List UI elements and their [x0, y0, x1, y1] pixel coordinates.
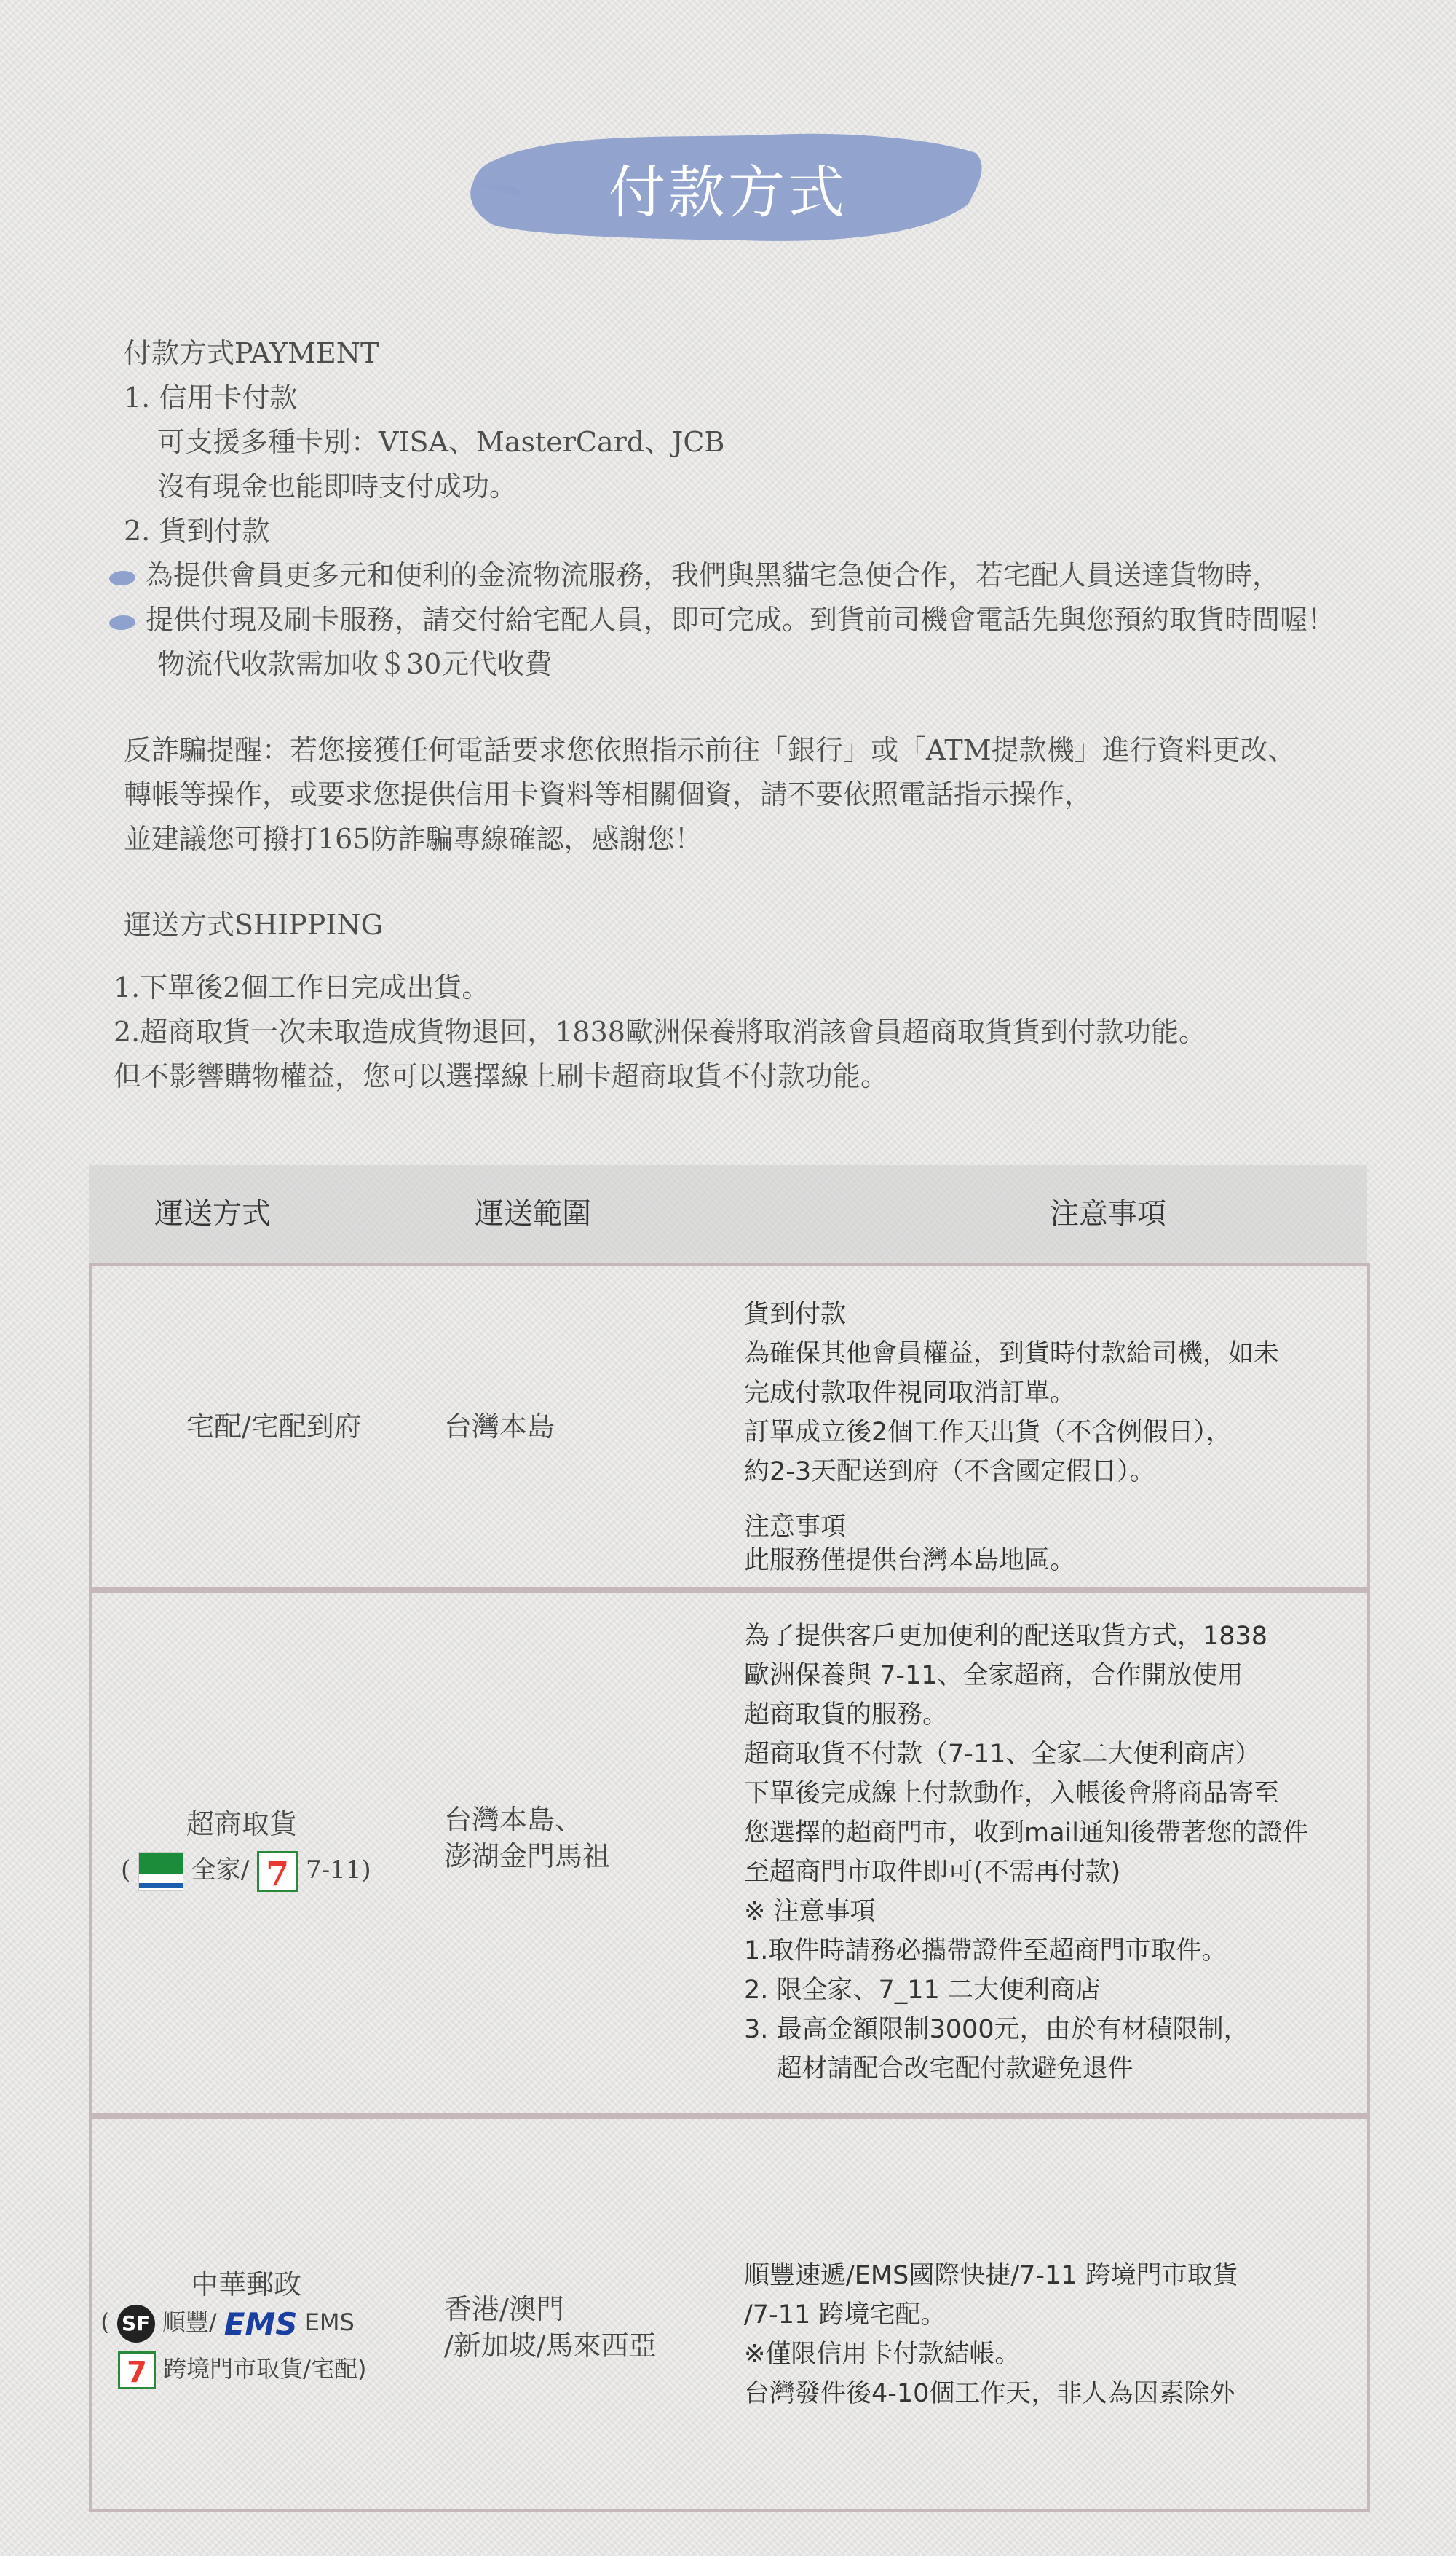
fraud-line1: 反詐騙提醒：若您接獲任何電話要求您依照指示前往「銀行」或「ATM提款機」進行資料更改、	[124, 734, 1296, 766]
shipping-line1: 1.下單後2個工作日完成出貨。	[114, 971, 490, 1003]
table-header	[89, 1165, 1367, 1263]
header-method: 運送方式	[154, 1197, 271, 1231]
sf-express-logo-icon: SF	[117, 2305, 155, 2343]
payment-heading: 付款方式PAYMENT	[124, 337, 379, 369]
payment-credit-card-line1: 可支援多種卡別：VISA、MasterCard、JCB	[157, 426, 725, 458]
page-title-banner	[466, 117, 990, 255]
payment-item-credit-card: 1. 信用卡付款	[124, 382, 298, 414]
bullet-dot-icon	[108, 614, 135, 630]
row2-method-sub: ( 全家/ 7 7-11)	[121, 1850, 371, 1892]
page-title: 付款方式	[608, 160, 847, 226]
row1-notes: 貨到付款 為確保其他會員權益，到貨時付款給司機，如未 完成付款取件視同取消訂單。 訂單成立後2個工作天出貨（不含例假日）， 約2-3天配送到府（不含國定假日）。 注意事項 此服務僅提供台灣本島地區。	[744, 1300, 1280, 1575]
table-row-convenience-store	[89, 1587, 1370, 2119]
payment-cod-line2: 提供付現及刷卡服務，請交付給宅配人員，即可完成。到貨前司機會電話先與您預約取貨時間喔！	[109, 598, 1335, 642]
row3-method-sub1: ( SF 順豐/ EMS EMS	[100, 2305, 355, 2342]
shipping-line2: 2.超商取貨一次未取造成貨物退回，1838歐洲保養將取消該會員超商取貨貨到付款功能。	[114, 1016, 1206, 1048]
header-range: 運送範圍	[475, 1197, 591, 1231]
seven-eleven-logo-icon: 7	[257, 1851, 298, 1892]
row3-notes: 順豐速遞/EMS國際快捷/7-11 跨境門市取貨 /7-11 跨境宅配。 ※僅限信用卡付款結帳。 台灣發件後4-10個工作天，非人為因素除外	[744, 2261, 1238, 2408]
payment-credit-card-line2: 沒有現金也能即時支付成功。	[157, 470, 518, 502]
row1-range: 台灣本島	[444, 1411, 555, 1443]
payment-cod-line3: 物流代收款需加收＄30元代收費	[157, 648, 553, 680]
row2-range: 台灣本島、 澎湖金門馬祖	[444, 1804, 611, 1872]
row2-method: 超商取貨	[186, 1808, 298, 1840]
row3-method: 中華郵政	[191, 2268, 302, 2300]
payment-item-cod: 2. 貨到付款	[124, 515, 270, 547]
ems-logo-icon: EMS	[223, 2305, 298, 2342]
table-row-post	[89, 2113, 1370, 2512]
fraud-line2: 轉帳等操作，或要求您提供信用卡資料等相關個資，請不要依照電話指示操作，	[124, 778, 1093, 810]
row1-method: 宅配/宅配到府	[186, 1411, 362, 1443]
row3-method-sub2: 7 跨境門市取貨/宅配)	[118, 2351, 366, 2389]
row3-range: 香港/澳門 /新加坡/馬來西亞	[444, 2293, 657, 2362]
bullet-dot-icon	[108, 569, 135, 585]
row2-notes: 為了提供客戶更加便利的配送取貨方式，1838 歐洲保養與 7-11、全家超商，合作開放使用 超商取貨的服務。 超商取貨不付款（7-11、全家二大便利商店） 下單後完成線上付款動作，入帳後會將商品寄至 您選擇的超商門市，收到mail通知後帶著您的證件 至超商門市取件即可(不需再付款) ※ 注意事項 1.取件時請務必攜帶證件至超商門市取件。 2. 限全家、7_11 二大便利商店 3. 最高金額限制3000元，由於有材積限制， 超材請配合改宅配付款避免退件	[744, 1622, 1308, 2083]
shipping-heading: 運送方式SHIPPING	[124, 909, 383, 941]
familymart-logo-icon	[138, 1852, 183, 1891]
seven-eleven-logo-icon: 7	[118, 2351, 156, 2389]
table-row-home-delivery	[89, 1263, 1370, 1593]
fraud-line3: 並建議您可撥打165防詐騙專線確認，感謝您！	[124, 823, 703, 855]
header-notes: 注意事項	[1050, 1197, 1166, 1231]
payment-cod-line1: 為提供會員更多元和便利的金流物流服務，我們與黑貓宅急便合作，若宅配人員送達貨物時，	[109, 553, 1280, 598]
shipping-line3: 但不影響購物權益，您可以選擇線上刷卡超商取貨不付款功能。	[114, 1060, 889, 1092]
